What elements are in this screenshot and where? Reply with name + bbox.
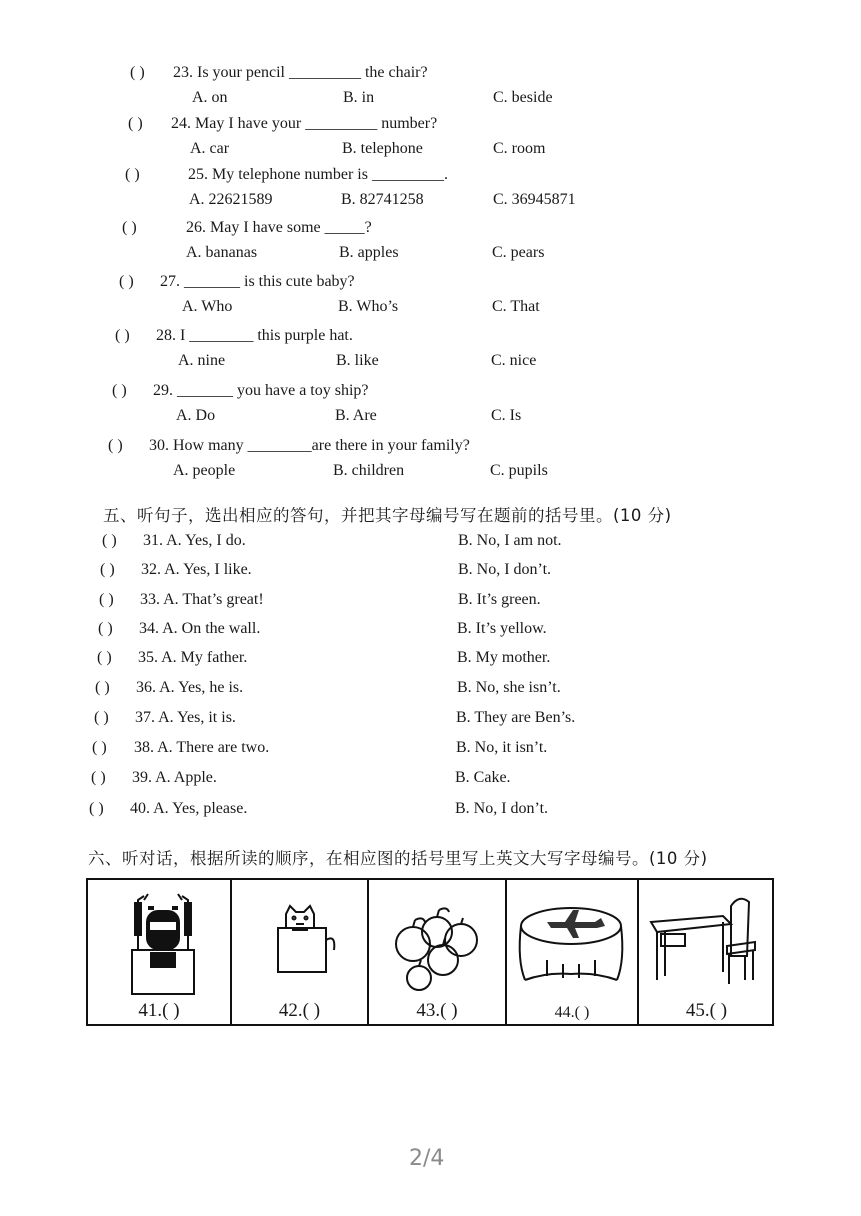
- answer-paren: ( ): [100, 561, 115, 578]
- picture-cell-41: [88, 880, 232, 1024]
- option-a: 35. A. My father.: [138, 649, 248, 666]
- question-stem: 25. My telephone number is _________.: [188, 166, 448, 183]
- option-a: A. 22621589: [189, 191, 273, 208]
- option-a: A. Do: [176, 407, 216, 424]
- picture-cell-44: [507, 880, 639, 1024]
- option-b: B. like: [336, 352, 379, 369]
- option-b: B. It’s green.: [458, 591, 541, 608]
- option-b: B. It’s yellow.: [457, 620, 547, 637]
- answer-paren: ( ): [119, 273, 134, 290]
- question-stem: 30. How many ________are there in your family?: [149, 437, 470, 454]
- picture-cell-42: [232, 880, 369, 1024]
- picture-caption-43: 43.( ): [416, 1000, 458, 1021]
- option-b: B. in: [343, 89, 375, 106]
- option-a: A. on: [192, 89, 228, 106]
- option-a: 39. A. Apple.: [132, 769, 217, 786]
- option-a: 37. A. Yes, it is.: [135, 709, 236, 726]
- answer-paren: ( ): [97, 649, 112, 666]
- option-c: C. beside: [493, 89, 553, 106]
- answer-paren: ( ): [91, 769, 106, 786]
- option-a: A. bananas: [186, 244, 258, 261]
- question-stem: 29. _______ you have a toy ship?: [153, 382, 369, 399]
- answer-paren: ( ): [94, 709, 109, 726]
- section-5-title: 五、听句子，选出相应的答句，并把其字母编号写在题前的括号里。(10 分): [103, 506, 672, 525]
- option-a: A. people: [173, 462, 236, 479]
- picture-cell-43: [369, 880, 507, 1024]
- answer-paren: ( ): [99, 591, 114, 608]
- answer-paren: ( ): [122, 219, 137, 236]
- option-b: B. My mother.: [457, 649, 551, 666]
- answer-paren: ( ): [102, 532, 117, 549]
- answer-paren: ( ): [128, 115, 143, 132]
- section-6-title: 六、听对话，根据所读的顺序，在相应图的括号里写上英文大写字母编号。(10 分): [88, 849, 708, 868]
- question-stem: 23. Is your pencil _________ the chair?: [173, 64, 428, 81]
- picture-table: [86, 878, 774, 1026]
- option-a: A. car: [190, 140, 230, 157]
- picture-cell-45: [639, 880, 774, 1024]
- option-b: B. No, I am not.: [458, 532, 562, 549]
- option-b: B. children: [333, 462, 405, 479]
- option-b: B. No, she isn’t.: [457, 679, 561, 696]
- option-b: B. apples: [339, 244, 399, 261]
- option-a: 38. A. There are two.: [134, 739, 270, 756]
- answer-paren: ( ): [108, 437, 123, 454]
- option-b: B. 82741258: [341, 191, 424, 208]
- option-a: 36. A. Yes, he is.: [136, 679, 244, 696]
- option-c: C. nice: [491, 352, 537, 369]
- question-stem: 24. May I have your _________ number?: [171, 115, 438, 132]
- answer-paren: ( ): [98, 620, 113, 637]
- option-c: C. Is: [491, 407, 522, 424]
- option-c: C. 36945871: [493, 191, 576, 208]
- option-b: B. They are Ben’s.: [456, 709, 576, 726]
- answer-paren: ( ): [130, 64, 145, 81]
- option-b: B. No, I don’t.: [458, 561, 552, 578]
- option-b: B. telephone: [342, 140, 423, 157]
- question-stem: 27. _______ is this cute baby?: [160, 273, 355, 290]
- option-c: C. room: [493, 140, 546, 157]
- option-a: 32. A. Yes, I like.: [141, 561, 252, 578]
- option-a: 34. A. On the wall.: [139, 620, 261, 637]
- option-b: B. Are: [335, 407, 377, 424]
- option-b: B. No, I don’t.: [455, 800, 549, 817]
- answer-paren: ( ): [115, 327, 130, 344]
- answer-paren: ( ): [95, 679, 110, 696]
- answer-paren: ( ): [112, 382, 127, 399]
- picture-caption-45: 45.( ): [685, 1000, 728, 1021]
- plane-on-table-icon: [507, 880, 637, 1024]
- option-a: 40. A. Yes, please.: [130, 800, 248, 817]
- answer-paren: ( ): [92, 739, 107, 756]
- question-stem: 28. I ________ this purple hat.: [156, 327, 353, 344]
- option-c: C. pupils: [490, 462, 548, 479]
- option-a: 31. A. Yes, I do.: [143, 532, 246, 549]
- option-c: C. pears: [492, 244, 545, 261]
- picture-caption-44: 44.( ): [554, 1004, 590, 1021]
- option-a: A. nine: [178, 352, 226, 369]
- picture-caption-42: 42.( ): [278, 1000, 321, 1021]
- option-b: B. Cake.: [455, 769, 511, 786]
- option-b: B. Who’s: [338, 298, 399, 315]
- answer-paren: ( ): [89, 800, 104, 817]
- answer-paren: ( ): [125, 166, 140, 183]
- question-stem: 26. May I have some _____?: [186, 219, 372, 236]
- option-b: B. No, it isn’t.: [456, 739, 548, 756]
- option-a: A. Who: [182, 298, 233, 315]
- option-a: 33. A. That’s great!: [140, 591, 264, 608]
- option-c: C. That: [492, 298, 540, 315]
- page-indicator: 2/4: [409, 1146, 445, 1171]
- picture-caption-41: 41.( ): [138, 1000, 180, 1021]
